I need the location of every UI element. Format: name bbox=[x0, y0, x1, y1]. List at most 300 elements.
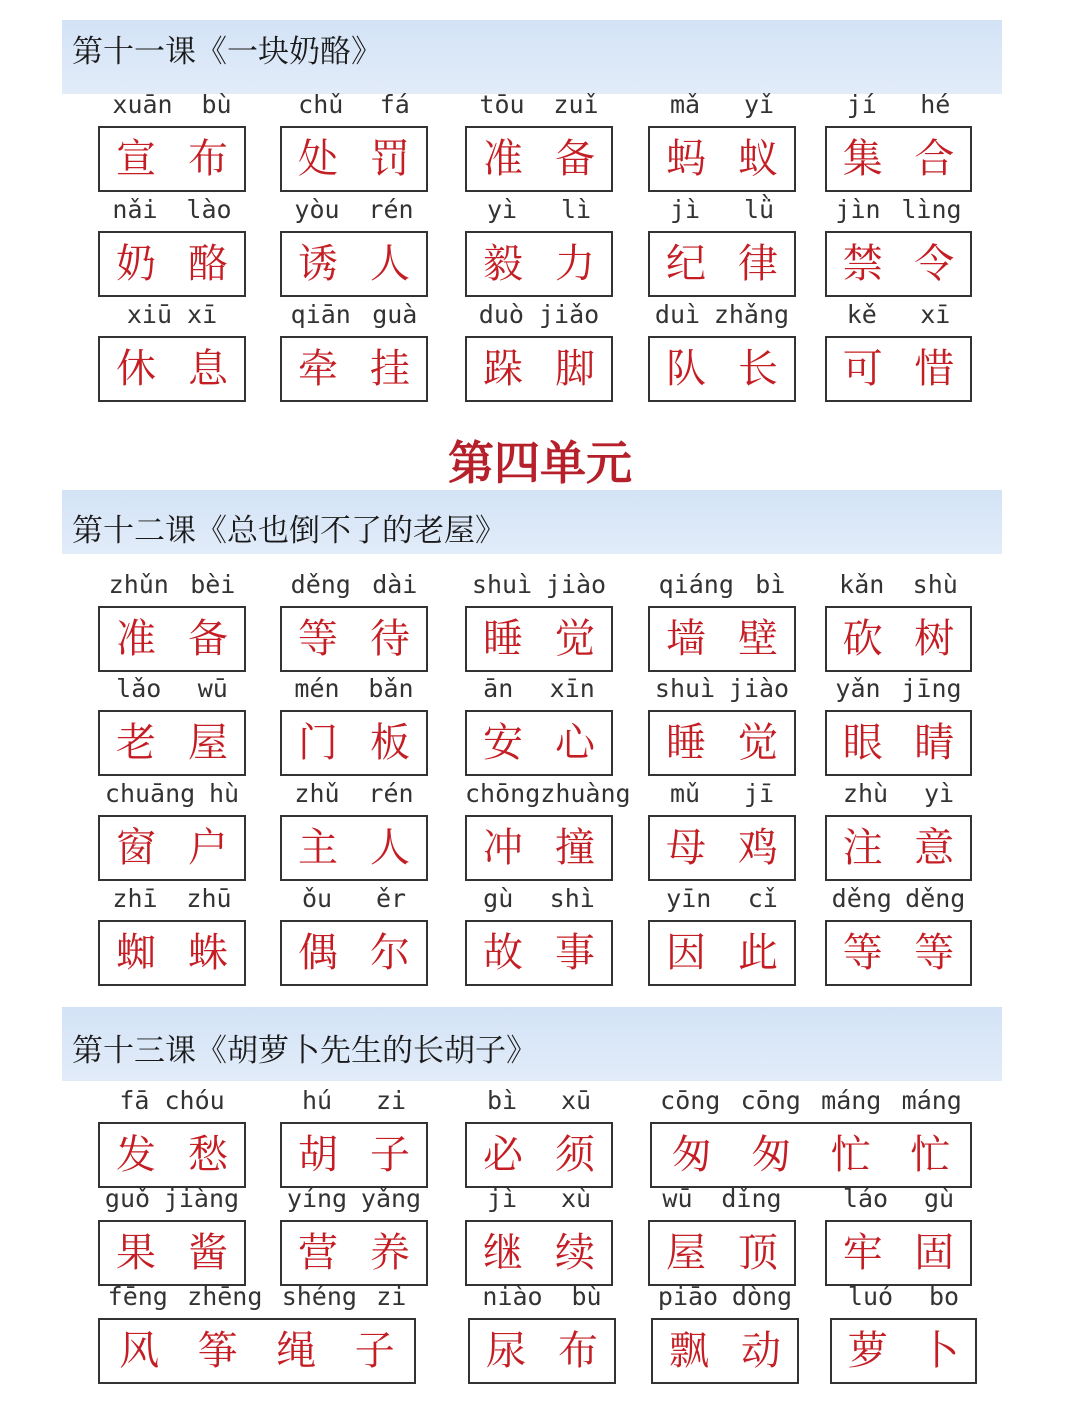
character-box bbox=[825, 606, 972, 672]
hanzi-character: 户 bbox=[188, 825, 228, 871]
pinyin-row bbox=[825, 302, 972, 327]
hanzi-character: 禁 bbox=[842, 241, 883, 287]
pinyin-row bbox=[280, 676, 428, 701]
pinyin-syllable: dòng bbox=[731, 1282, 793, 1311]
unit-title: 第四单元 bbox=[448, 436, 632, 490]
pinyin-row bbox=[98, 1186, 246, 1211]
pinyin-syllable: cōng bbox=[740, 1086, 801, 1115]
hanzi-character: 惜 bbox=[914, 346, 955, 392]
pinyin-row bbox=[98, 886, 246, 911]
word-card bbox=[648, 781, 796, 883]
hanzi-character: 酱 bbox=[188, 1230, 228, 1276]
character-box bbox=[98, 606, 246, 672]
word-card bbox=[98, 886, 246, 988]
pinyin-row bbox=[98, 1088, 246, 1113]
pinyin-row bbox=[98, 676, 246, 701]
character-box bbox=[825, 815, 972, 881]
word-card bbox=[825, 781, 972, 883]
pinyin-syllable: jì bbox=[486, 1184, 518, 1213]
pinyin-row bbox=[648, 92, 796, 117]
pinyin-row bbox=[825, 886, 972, 911]
pinyin-syllable: hú bbox=[301, 1086, 333, 1115]
pinyin-syllable: yīn bbox=[666, 884, 712, 913]
hanzi-character: 待 bbox=[370, 616, 410, 662]
pinyin-syllable: yì bbox=[923, 779, 955, 808]
hanzi-character: 宣 bbox=[116, 136, 156, 182]
pinyin-syllable: máng bbox=[821, 1086, 882, 1115]
pinyin-syllable: lǎo bbox=[116, 674, 162, 703]
character-box bbox=[98, 1220, 246, 1286]
character-box bbox=[465, 1122, 613, 1188]
character-box bbox=[825, 231, 972, 297]
character-box bbox=[98, 126, 246, 192]
pinyin-syllable: bù bbox=[571, 1282, 602, 1311]
hanzi-character: 忙 bbox=[910, 1132, 951, 1178]
word-card bbox=[98, 676, 246, 778]
character-box bbox=[280, 920, 428, 986]
hanzi-character: 息 bbox=[188, 346, 228, 392]
hanzi-character: 纪 bbox=[666, 241, 706, 287]
lesson-title: 第十三课《胡萝卜先生的长胡子》 bbox=[72, 1033, 537, 1069]
character-box bbox=[465, 336, 613, 402]
pinyin-row bbox=[825, 1186, 972, 1211]
hanzi-character: 绳 bbox=[276, 1328, 317, 1374]
character-box bbox=[98, 815, 246, 881]
hanzi-character: 须 bbox=[555, 1132, 595, 1178]
pinyin-syllable: zhī bbox=[112, 884, 158, 913]
pinyin-syllable: jìn bbox=[835, 195, 881, 224]
word-card bbox=[280, 92, 428, 194]
hanzi-character: 蚁 bbox=[738, 136, 778, 182]
word-card bbox=[825, 1186, 972, 1288]
hanzi-character: 等 bbox=[842, 930, 883, 976]
pinyin-row bbox=[98, 781, 246, 806]
hanzi-character: 备 bbox=[188, 616, 228, 662]
word-card bbox=[280, 781, 428, 883]
hanzi-character: 主 bbox=[298, 825, 338, 871]
pinyin-syllable: dài bbox=[372, 570, 418, 599]
pinyin-syllable: qiān bbox=[290, 300, 351, 329]
pinyin-syllable: kǎn bbox=[839, 570, 885, 599]
word-card bbox=[98, 92, 246, 194]
hanzi-character: 续 bbox=[555, 1230, 595, 1276]
word-card bbox=[830, 1284, 977, 1386]
word-card bbox=[648, 676, 796, 778]
hanzi-character: 撞 bbox=[555, 825, 595, 871]
pinyin-row bbox=[465, 886, 613, 911]
hanzi-character: 继 bbox=[483, 1230, 523, 1276]
hanzi-character: 子 bbox=[354, 1328, 395, 1374]
pinyin-row bbox=[280, 572, 428, 597]
word-card bbox=[825, 676, 972, 778]
pinyin-syllable: wū bbox=[662, 1184, 693, 1213]
pinyin-syllable: mǎ bbox=[669, 90, 701, 119]
hanzi-character: 蛛 bbox=[188, 930, 228, 976]
pinyin-syllable: ān bbox=[483, 674, 514, 703]
hanzi-character: 发 bbox=[116, 1132, 156, 1178]
lesson-title: 第十二课《总也倒不了的老屋》 bbox=[72, 513, 506, 549]
pinyin-syllable: ěr bbox=[375, 884, 407, 913]
character-box bbox=[468, 1318, 616, 1384]
hanzi-character: 布 bbox=[558, 1328, 598, 1374]
pinyin-row bbox=[648, 676, 796, 701]
word-card bbox=[98, 781, 246, 883]
hanzi-character: 酪 bbox=[188, 241, 228, 287]
hanzi-character: 牵 bbox=[298, 346, 338, 392]
pinyin-syllable: shuì bbox=[471, 570, 533, 599]
character-box bbox=[465, 231, 613, 297]
pinyin-syllable: hé bbox=[920, 90, 951, 119]
hanzi-character: 壁 bbox=[738, 616, 778, 662]
pinyin-syllable: xù bbox=[560, 1184, 592, 1213]
pinyin-row bbox=[825, 92, 972, 117]
pinyin-syllable: bèi bbox=[190, 570, 236, 599]
hanzi-character: 胡 bbox=[298, 1132, 338, 1178]
pinyin-syllable: kě bbox=[846, 300, 877, 329]
word-card bbox=[280, 1088, 428, 1190]
word-card bbox=[648, 302, 796, 404]
pinyin-syllable: dǐng bbox=[721, 1184, 782, 1213]
pinyin-row bbox=[468, 1284, 616, 1309]
word-card bbox=[468, 1284, 616, 1386]
pinyin-syllable: chōng bbox=[465, 779, 541, 808]
word-card bbox=[465, 676, 613, 778]
character-box bbox=[280, 1122, 428, 1188]
pinyin-syllable: rén bbox=[368, 779, 414, 808]
pinyin-syllable: wū bbox=[197, 674, 228, 703]
word-card bbox=[648, 197, 796, 299]
hanzi-character: 诱 bbox=[298, 241, 338, 287]
character-box bbox=[98, 231, 246, 297]
word-card bbox=[280, 676, 428, 778]
pinyin-row bbox=[465, 1186, 613, 1211]
word-card bbox=[280, 197, 428, 299]
pinyin-syllable: mǔ bbox=[669, 779, 701, 808]
pinyin-syllable: xiū xī bbox=[126, 300, 218, 329]
lesson-title: 第十一课《一块奶酪》 bbox=[72, 34, 382, 70]
hanzi-character: 休 bbox=[116, 346, 156, 392]
word-card bbox=[465, 302, 613, 404]
pinyin-syllable: mén bbox=[294, 674, 340, 703]
pinyin-syllable: yǐ bbox=[743, 90, 775, 119]
pinyin-syllable: nǎi bbox=[112, 195, 158, 224]
hanzi-character: 跺 bbox=[483, 346, 523, 392]
hanzi-character: 卜 bbox=[919, 1328, 960, 1374]
hanzi-character: 事 bbox=[555, 930, 595, 976]
word-card bbox=[650, 1088, 972, 1190]
pinyin-syllable: jiào bbox=[545, 570, 607, 599]
pinyin-row bbox=[98, 92, 246, 117]
hanzi-character: 罚 bbox=[370, 136, 410, 182]
word-card bbox=[98, 1186, 246, 1288]
pinyin-row bbox=[650, 1088, 972, 1113]
pinyin-row bbox=[280, 197, 428, 222]
pinyin-row bbox=[98, 302, 246, 327]
hanzi-character: 树 bbox=[914, 616, 955, 662]
hanzi-character: 集 bbox=[842, 136, 883, 182]
pinyin-row bbox=[280, 781, 428, 806]
pinyin-syllable: láo bbox=[842, 1184, 889, 1213]
pinyin-row bbox=[98, 197, 246, 222]
hanzi-character: 必 bbox=[483, 1132, 523, 1178]
pinyin-syllable: hù bbox=[208, 779, 240, 808]
hanzi-character: 萝 bbox=[847, 1328, 888, 1374]
hanzi-character: 动 bbox=[741, 1328, 781, 1374]
pinyin-row bbox=[280, 1088, 428, 1113]
hanzi-character: 处 bbox=[298, 136, 338, 182]
character-box bbox=[651, 1318, 799, 1384]
hanzi-character: 挂 bbox=[370, 346, 410, 392]
pinyin-row bbox=[465, 676, 613, 701]
pinyin-syllable: lǜ bbox=[743, 195, 775, 224]
pinyin-syllable: zhuàng bbox=[540, 779, 631, 808]
pinyin-row bbox=[465, 302, 613, 327]
hanzi-character: 尔 bbox=[370, 930, 410, 976]
character-box bbox=[280, 126, 428, 192]
hanzi-character: 鸡 bbox=[738, 825, 778, 871]
hanzi-character: 睡 bbox=[483, 616, 523, 662]
hanzi-character: 睡 bbox=[666, 720, 706, 766]
word-card bbox=[465, 197, 613, 299]
pinyin-syllable: rén bbox=[368, 195, 414, 224]
character-box bbox=[465, 815, 613, 881]
pinyin-row bbox=[280, 92, 428, 117]
word-card bbox=[648, 1186, 796, 1288]
hanzi-character: 匆 bbox=[671, 1132, 712, 1178]
pinyin-syllable: bǎn bbox=[368, 674, 414, 703]
pinyin-syllable: bì bbox=[755, 570, 786, 599]
character-box bbox=[648, 1220, 796, 1286]
hanzi-character: 因 bbox=[666, 930, 706, 976]
hanzi-character: 偶 bbox=[298, 930, 338, 976]
hanzi-character: 牢 bbox=[842, 1230, 883, 1276]
pinyin-syllable: jí bbox=[846, 90, 877, 119]
character-box bbox=[825, 1220, 972, 1286]
character-box bbox=[98, 710, 246, 776]
word-card bbox=[651, 1284, 799, 1386]
pinyin-row bbox=[825, 676, 972, 701]
hanzi-character: 准 bbox=[116, 616, 156, 662]
pinyin-syllable: chuāng bbox=[104, 779, 196, 808]
character-box bbox=[465, 1220, 613, 1286]
word-card bbox=[98, 572, 246, 674]
character-box bbox=[98, 1122, 246, 1188]
character-box bbox=[465, 126, 613, 192]
hanzi-character: 人 bbox=[370, 825, 410, 871]
character-box bbox=[98, 1318, 416, 1384]
pinyin-row bbox=[98, 572, 246, 597]
pinyin-syllable: jī bbox=[743, 779, 775, 808]
character-box bbox=[830, 1318, 977, 1384]
pinyin-syllable: fá bbox=[379, 90, 410, 119]
pinyin-syllable: duì bbox=[654, 300, 701, 329]
hanzi-character: 毅 bbox=[483, 241, 523, 287]
pinyin-syllable: bù bbox=[201, 90, 232, 119]
word-card bbox=[98, 1284, 416, 1386]
pinyin-syllable: ǒu bbox=[301, 884, 333, 913]
pinyin-syllable: yòu bbox=[294, 195, 340, 224]
character-box bbox=[648, 336, 796, 402]
pinyin-syllable: yíng bbox=[286, 1184, 348, 1213]
pinyin-syllable: zhǔ bbox=[294, 779, 340, 808]
hanzi-character: 砍 bbox=[842, 616, 883, 662]
character-box bbox=[648, 710, 796, 776]
pinyin-syllable: máng bbox=[901, 1086, 962, 1115]
character-box bbox=[648, 815, 796, 881]
hanzi-character: 眼 bbox=[842, 720, 883, 766]
pinyin-syllable: shù bbox=[912, 570, 958, 599]
character-box bbox=[650, 1122, 972, 1188]
character-box bbox=[465, 920, 613, 986]
hanzi-character: 脚 bbox=[555, 346, 595, 392]
hanzi-character: 故 bbox=[483, 930, 523, 976]
hanzi-character: 养 bbox=[370, 1230, 410, 1276]
pinyin-syllable: zi bbox=[376, 1282, 407, 1311]
hanzi-character: 令 bbox=[914, 241, 955, 287]
pinyin-row bbox=[648, 197, 796, 222]
pinyin-syllable: bo bbox=[928, 1282, 960, 1311]
pinyin-syllable: zhēng bbox=[187, 1282, 263, 1311]
pinyin-syllable: yì bbox=[486, 195, 518, 224]
character-box bbox=[825, 336, 972, 402]
word-card bbox=[465, 572, 613, 674]
pinyin-row bbox=[465, 572, 613, 597]
pinyin-row bbox=[465, 1088, 613, 1113]
pinyin-syllable: zhù bbox=[842, 779, 889, 808]
pinyin-row bbox=[825, 781, 972, 806]
character-box bbox=[465, 606, 613, 672]
pinyin-row bbox=[98, 1284, 416, 1309]
word-card bbox=[98, 1088, 246, 1190]
hanzi-character: 力 bbox=[555, 241, 595, 287]
pinyin-syllable: jiàng bbox=[163, 1184, 240, 1213]
word-card bbox=[648, 886, 796, 988]
pinyin-row bbox=[825, 197, 972, 222]
pinyin-syllable: xī bbox=[920, 300, 951, 329]
hanzi-character: 窗 bbox=[116, 825, 156, 871]
pinyin-syllable: guà bbox=[372, 300, 418, 329]
pinyin-row bbox=[651, 1284, 799, 1309]
hanzi-character: 等 bbox=[914, 930, 955, 976]
hanzi-character: 睛 bbox=[914, 720, 955, 766]
word-card bbox=[280, 572, 428, 674]
hanzi-character: 顶 bbox=[738, 1230, 778, 1276]
pinyin-syllable: lì bbox=[560, 195, 592, 224]
character-box bbox=[280, 606, 428, 672]
hanzi-character: 墙 bbox=[666, 616, 706, 662]
pinyin-row bbox=[830, 1284, 977, 1309]
word-card bbox=[465, 779, 631, 883]
hanzi-character: 板 bbox=[370, 720, 410, 766]
hanzi-character: 屋 bbox=[666, 1230, 706, 1276]
character-box bbox=[98, 336, 246, 402]
word-card bbox=[280, 302, 428, 404]
pinyin-syllable: piāo bbox=[657, 1282, 719, 1311]
word-card bbox=[98, 197, 246, 299]
word-card bbox=[465, 1186, 613, 1288]
hanzi-character: 等 bbox=[298, 616, 338, 662]
hanzi-character: 队 bbox=[666, 346, 706, 392]
pinyin-syllable: zhū bbox=[186, 884, 232, 913]
word-card bbox=[648, 92, 796, 194]
hanzi-character: 觉 bbox=[555, 616, 595, 662]
pinyin-row bbox=[648, 1186, 796, 1211]
hanzi-character: 尿 bbox=[486, 1328, 526, 1374]
hanzi-character: 飘 bbox=[669, 1328, 709, 1374]
pinyin-syllable: cōng bbox=[660, 1086, 721, 1115]
pinyin-syllable: shì bbox=[549, 884, 595, 913]
hanzi-character: 蜘 bbox=[116, 930, 156, 976]
word-card bbox=[280, 1186, 428, 1288]
character-box bbox=[648, 126, 796, 192]
character-box bbox=[280, 1220, 428, 1286]
character-box bbox=[98, 920, 246, 986]
hanzi-character: 长 bbox=[738, 346, 778, 392]
hanzi-character: 营 bbox=[298, 1230, 338, 1276]
pinyin-syllable: qiáng bbox=[658, 570, 734, 599]
pinyin-row bbox=[825, 572, 972, 597]
hanzi-character: 母 bbox=[666, 825, 706, 871]
pinyin-row bbox=[465, 92, 613, 117]
pinyin-syllable: děng bbox=[290, 570, 351, 599]
pinyin-syllable: fā chóu bbox=[119, 1086, 225, 1115]
hanzi-character: 固 bbox=[914, 1230, 955, 1276]
pinyin-row bbox=[280, 886, 428, 911]
hanzi-character: 备 bbox=[555, 136, 595, 182]
hanzi-character: 筝 bbox=[197, 1328, 238, 1374]
pinyin-syllable: jīng bbox=[901, 674, 962, 703]
pinyin-syllable: jiào bbox=[728, 674, 790, 703]
pinyin-row bbox=[648, 302, 796, 327]
pinyin-syllable: gù bbox=[483, 884, 514, 913]
pinyin-syllable: zuǐ bbox=[553, 90, 599, 119]
pinyin-syllable: děng bbox=[831, 884, 892, 913]
character-box bbox=[280, 336, 428, 402]
pinyin-syllable: cǐ bbox=[747, 884, 778, 913]
character-box bbox=[280, 231, 428, 297]
word-card bbox=[465, 92, 613, 194]
pinyin-syllable: luó bbox=[847, 1282, 894, 1311]
pinyin-row bbox=[465, 779, 631, 808]
pinyin-syllable: lào bbox=[186, 195, 232, 224]
pinyin-row bbox=[648, 572, 796, 597]
pinyin-syllable: xuān bbox=[112, 90, 173, 119]
word-card bbox=[825, 302, 972, 404]
word-card bbox=[465, 1088, 613, 1190]
hanzi-character: 律 bbox=[738, 241, 778, 287]
character-box bbox=[648, 606, 796, 672]
character-box bbox=[648, 231, 796, 297]
word-card bbox=[825, 92, 972, 194]
hanzi-character: 果 bbox=[116, 1230, 156, 1276]
pinyin-syllable: chǔ bbox=[298, 90, 344, 119]
word-card bbox=[280, 886, 428, 988]
hanzi-character: 子 bbox=[370, 1132, 410, 1178]
pinyin-syllable: shéng bbox=[281, 1282, 357, 1311]
word-card bbox=[98, 302, 246, 404]
pinyin-syllable: yǎn bbox=[835, 674, 881, 703]
pinyin-syllable: guǒ bbox=[104, 1184, 151, 1213]
pinyin-syllable: zhǔn bbox=[108, 570, 169, 599]
word-card bbox=[825, 572, 972, 674]
hanzi-character: 老 bbox=[116, 720, 156, 766]
hanzi-character: 心 bbox=[555, 720, 595, 766]
pinyin-syllable: duò jiǎo bbox=[478, 300, 600, 329]
hanzi-character: 合 bbox=[914, 136, 955, 182]
hanzi-character: 觉 bbox=[738, 720, 778, 766]
character-box bbox=[825, 126, 972, 192]
hanzi-character: 意 bbox=[914, 825, 955, 871]
